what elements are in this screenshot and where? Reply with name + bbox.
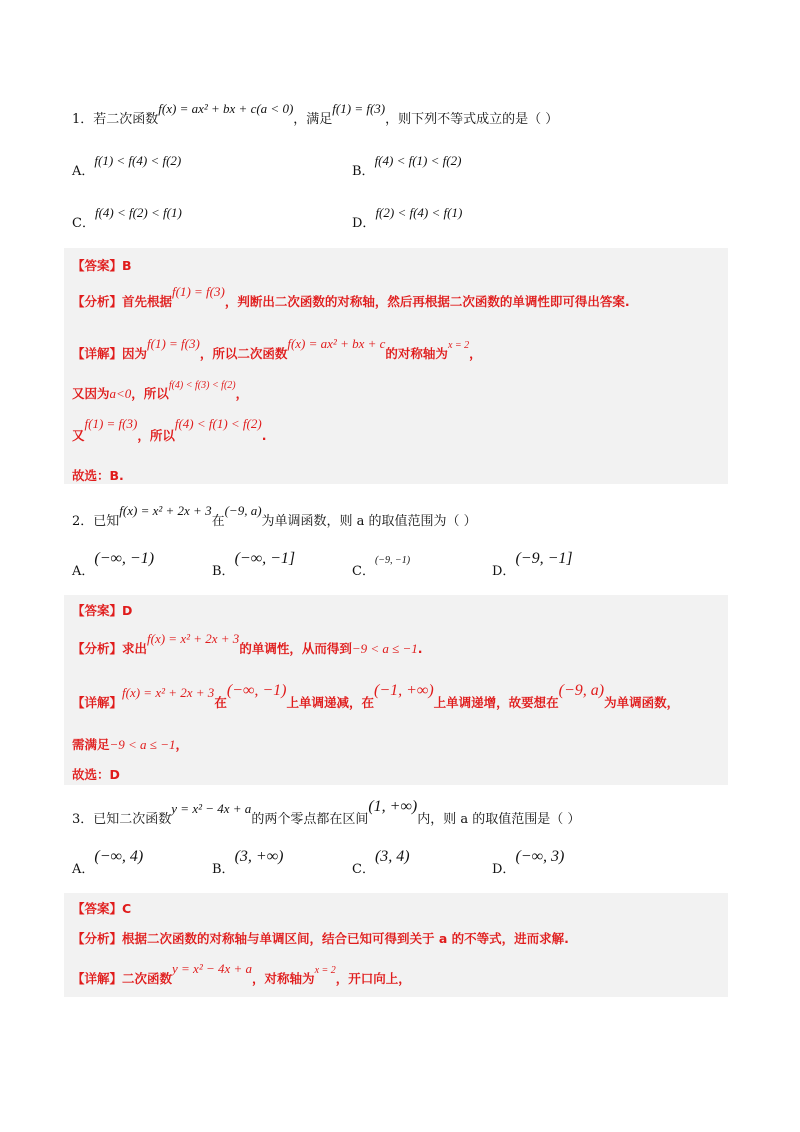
q3-detail-expr1: y = x² − 4x + a — [172, 961, 253, 976]
q1-detail3-tail: . — [261, 428, 267, 443]
option-label: A． — [72, 862, 95, 877]
q1-analysis-expr: f(1) = f(3) — [172, 284, 225, 299]
q2-detail1-t2: 上单调递减，在 — [286, 695, 374, 710]
q2-option-d[interactable] — [492, 550, 573, 580]
q3-detail-expr2: x = 2 — [314, 965, 336, 976]
q1-detail1-mid2: 的对称轴为 — [385, 346, 448, 361]
q1-stem — [72, 101, 559, 127]
option-label: B． — [352, 164, 375, 179]
q2-detail2-expr: −9 < a ≤ −1 — [109, 737, 176, 752]
option-expr: (−∞, 4) — [94, 848, 144, 865]
q1-detail-line2 — [72, 380, 249, 402]
q1-detail1-expr2: f(x) = ax² + bx + c — [287, 336, 386, 351]
q3-option-b[interactable] — [212, 848, 284, 878]
q2-detail1-expr1: f(x) = x² + 2x + 3 — [122, 685, 215, 700]
option-expr: (−∞, −1) — [94, 550, 155, 567]
option-label: D． — [492, 862, 516, 877]
q1-stem-tail: ，则下列不等式成立的是（ ） — [385, 112, 559, 127]
q3-solution-box — [64, 893, 728, 997]
option-label: B． — [212, 564, 235, 579]
q1-detail-line1 — [72, 336, 482, 362]
option-expr: f(2) < f(4) < f(1) — [375, 205, 463, 220]
q2-detail2-tail: ， — [175, 737, 188, 752]
q1-answer: 【答案】B — [72, 258, 132, 273]
q3-stem-mid: 的两个零点都在区间 — [251, 812, 369, 827]
option-label: D． — [492, 564, 516, 579]
option-expr: (3, 4) — [374, 848, 410, 865]
q1-function-expr: f(x) = ax² + bx + c(a < 0) — [158, 101, 294, 116]
q1-number: 1．若二次函数 — [72, 112, 159, 127]
q2-detail1-expr4: (−9, a) — [558, 682, 605, 699]
q1-detail1-prefix: 【详解】因为 — [72, 346, 148, 361]
q3-function-expr: y = x² − 4x + a — [171, 801, 252, 816]
q1-detail3-prefix: 又 — [72, 428, 85, 443]
q2-analysis-expr2: −9 < a ≤ −1 — [351, 641, 418, 656]
q1-option-d[interactable] — [352, 205, 463, 231]
q3-detail-tail: ，开口向上， — [335, 971, 411, 986]
option-label: A． — [72, 564, 95, 579]
q2-detail-line1 — [72, 682, 680, 712]
q3-option-c[interactable] — [352, 848, 410, 878]
q2-option-c[interactable] — [352, 555, 411, 579]
q2-function-expr: f(x) = x² + 2x + 3 — [119, 503, 212, 518]
option-label: C． — [352, 862, 375, 877]
q2-detail1-t1: 在 — [214, 695, 227, 710]
option-expr: (−∞, 3) — [515, 848, 565, 865]
q2-stem — [72, 503, 477, 529]
q2-stem-tail: 为单调函数，则 a 的取值范围为（ ） — [261, 514, 477, 529]
q1-detail1-mid: ，所以二次函数 — [199, 346, 288, 361]
q3-stem — [72, 798, 581, 828]
q2-answer: 【答案】D — [72, 603, 133, 618]
q2-option-b[interactable] — [212, 550, 296, 580]
option-expr: (−∞, −1] — [234, 550, 296, 567]
q2-stem-mid: 在 — [211, 514, 225, 529]
q1-option-a[interactable] — [72, 153, 182, 179]
q1-analysis-prefix: 【分析】首先根据 — [72, 294, 173, 309]
q3-detail-mid: ，对称轴为 — [252, 971, 315, 986]
q2-analysis-mid: 的单调性，从而得到 — [239, 641, 352, 656]
q1-detail3-mid: ，所以 — [137, 428, 175, 443]
option-expr: f(4) < f(1) < f(2) — [374, 153, 462, 168]
q2-detail1-t3: 上单调递增，故要想在 — [433, 695, 559, 710]
q1-detail1-tail: ， — [469, 346, 482, 361]
q3-option-a[interactable] — [72, 848, 144, 878]
q1-detail1-expr3: x = 2 — [447, 340, 470, 351]
q3-number: 3．已知二次函数 — [72, 812, 172, 827]
q1-detail2-mid: ，所以 — [131, 386, 169, 401]
option-label: A． — [72, 164, 95, 179]
q1-condition-expr: f(1) = f(3) — [332, 101, 386, 116]
option-expr: (3, +∞) — [234, 848, 284, 865]
q3-interval-expr: (1, +∞) — [368, 798, 418, 815]
q1-option-b[interactable] — [352, 153, 462, 179]
q1-option-c[interactable] — [72, 205, 182, 231]
option-label: C． — [352, 564, 375, 579]
q2-detail1-expr2: (−∞, −1) — [226, 682, 287, 699]
q1-detail-line3 — [72, 416, 267, 444]
q2-interval-expr: (−9, a) — [224, 503, 262, 518]
q1-stem-text: ，满足 — [293, 112, 333, 127]
q1-detail1-expr1: f(1) = f(3) — [147, 336, 200, 351]
q1-detail2-expr2: f(4) < f(3) < f(2) — [168, 380, 236, 391]
q3-option-d[interactable] — [492, 848, 565, 878]
option-label: C． — [72, 216, 95, 231]
q1-analysis-tail: ，判断出二次函数的对称轴，然后再根据二次函数的单调性即可得出答案. — [224, 294, 630, 309]
q3-stem-tail: 内，则 a 的取值范围是（ ） — [417, 812, 581, 827]
option-expr: (−9, −1) — [374, 555, 411, 566]
option-label: B． — [212, 862, 235, 877]
q2-analysis — [72, 631, 423, 657]
q1-detail3-expr2: f(4) < f(1) < f(2) — [174, 416, 262, 431]
q1-choice: 故选：B. — [72, 468, 124, 483]
q2-number: 2．已知 — [72, 514, 120, 529]
q3-answer: 【答案】C — [72, 901, 132, 916]
q1-detail2-expr1: a<0 — [109, 386, 132, 401]
q3-detail-prefix: 【详解】二次函数 — [72, 971, 173, 986]
q2-analysis-prefix: 【分析】求出 — [72, 641, 148, 656]
q1-detail3-expr1: f(1) = f(3) — [84, 416, 138, 431]
option-label: D． — [352, 216, 376, 231]
q1-solution-box — [64, 248, 728, 484]
q2-detail1-prefix: 【详解】 — [72, 695, 123, 710]
option-expr: f(1) < f(4) < f(2) — [94, 153, 182, 168]
option-expr: f(4) < f(2) < f(1) — [94, 205, 182, 220]
q1-detail2-prefix: 又因为 — [72, 386, 110, 401]
q3-analysis: 【分析】根据二次函数的对称轴与单调区间，结合已知可得到关于 a 的不等式，进而求解. — [72, 931, 569, 946]
q2-analysis-expr1: f(x) = x² + 2x + 3 — [147, 631, 240, 646]
q2-detail2-prefix: 需满足 — [72, 737, 110, 752]
q2-choice: 故选：D — [72, 767, 120, 782]
q2-detail1-t4: 为单调函数， — [604, 695, 680, 710]
q1-detail2-tail: ， — [235, 386, 249, 401]
q2-detail1-expr3: (−1, +∞) — [374, 682, 434, 699]
q2-detail-line2 — [72, 735, 188, 753]
option-expr: (−9, −1] — [515, 550, 573, 567]
q1-analysis — [72, 284, 630, 310]
q3-detail-line1 — [72, 961, 411, 987]
q2-analysis-tail: . — [417, 641, 423, 656]
q2-solution-box — [64, 595, 728, 785]
q2-option-a[interactable] — [72, 550, 155, 580]
